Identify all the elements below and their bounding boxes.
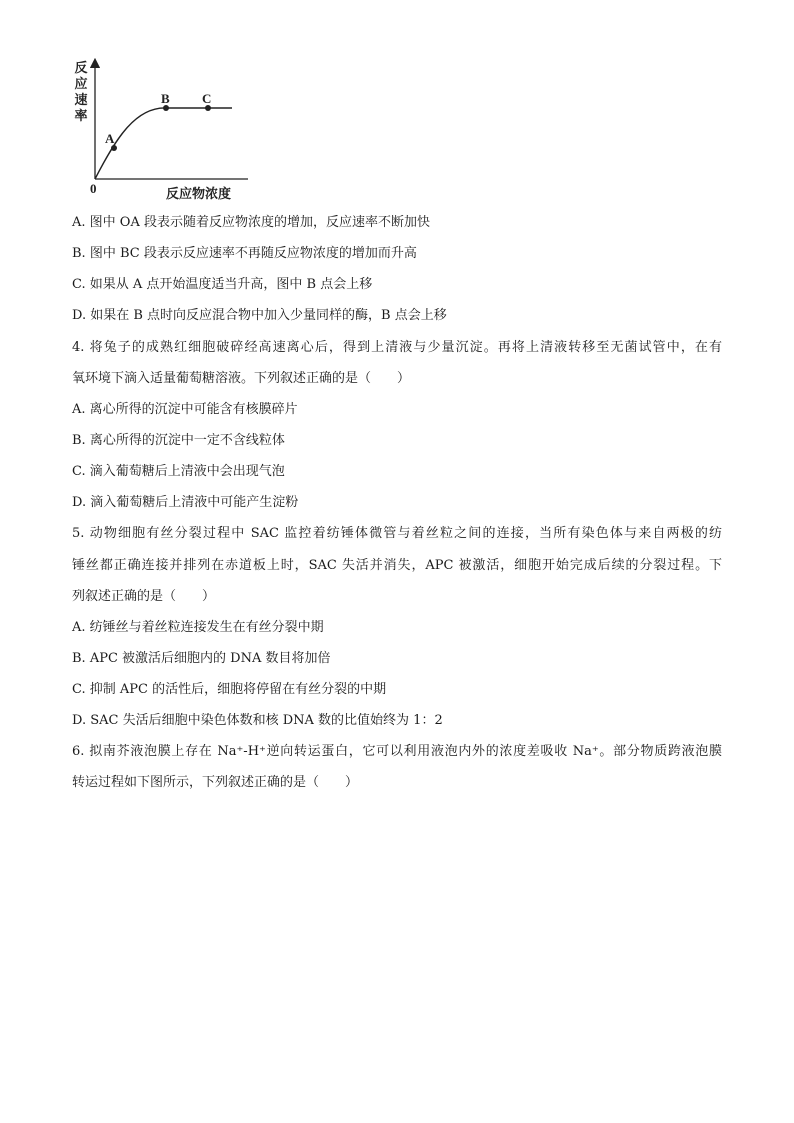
point-a-label: A: [105, 131, 115, 146]
q4-option-a: A. 离心所得的沉淀中可能含有核膜碎片: [72, 402, 298, 417]
reaction-rate-graph: [60, 55, 260, 210]
q3-option-a: A. 图中 OA 段表示随着反应物浓度的增加，反应速率不断加快: [72, 215, 430, 230]
y-axis-label-char: 反: [74, 61, 88, 76]
q5-stem-line-3: 列叙述正确的是（ ）: [72, 589, 216, 604]
y-axis-label-char: 应: [74, 77, 88, 92]
q5-stem-line-1: 5. 动物细胞有丝分裂过程中 SAC 监控着纺锤体微管与着丝粒之间的连接，当所有染色体与来自两极的纺: [72, 526, 722, 541]
q4-option-c: C. 滴入葡萄糖后上清液中会出现气泡: [72, 464, 285, 479]
q5-option-c: C. 抑制 APC 的活性后，细胞将停留在有丝分裂的中期: [72, 682, 387, 697]
q5-option-d: D. SAC 失活后细胞中染色体数和核 DNA 数的比值始终为 1：2: [72, 713, 443, 728]
q5-stem-line-2: 锤丝都正确连接并排列在赤道板上时，SAC 失活并消失，APC 被激活，细胞开始完成后续的分裂过程。下: [72, 558, 722, 573]
rate-curve: [95, 108, 232, 179]
point-b-label: B: [161, 91, 170, 106]
q4-stem-line-1: 4. 将兔子的成熟红细胞破碎经高速离心后，得到上清液与少量沉淀。再将上清液转移至无菌试管中，在有: [72, 340, 722, 355]
y-axis-label-char: 率: [74, 109, 88, 124]
q4-stem-line-2: 氧环境下滴入适量葡萄糖溶液。下列叙述正确的是（ ）: [72, 371, 411, 386]
q6-stem-line-2: 转运过程如下图所示，下列叙述正确的是（ ）: [72, 775, 359, 790]
y-axis-label-char: 速: [74, 93, 88, 108]
q3-option-b: B. 图中 BC 段表示反应速率不再随反应物浓度的增加而升高: [72, 246, 417, 261]
q4-option-d: D. 滴入葡萄糖后上清液中可能产生淀粉: [72, 495, 299, 510]
q6-stem-line-1: 6. 拟南芥液泡膜上存在 Na⁺-H⁺逆向转运蛋白，它可以利用液泡内外的浓度差吸收 Na⁺。部分物质跨液泡膜: [72, 744, 722, 759]
q5-option-a: A. 纺锤丝与着丝粒连接发生在有丝分裂中期: [72, 620, 324, 635]
origin-label: 0: [90, 181, 97, 196]
y-axis-label: [73, 61, 89, 125]
q3-option-d: D. 如果在 B 点时向反应混合物中加入少量同样的酶，B 点会上移: [72, 308, 447, 323]
y-axis-label-text: [73, 61, 89, 125]
q5-option-b: B. APC 被激活后细胞内的 DNA 数目将加倍: [72, 651, 331, 666]
q4-option-b: B. 离心所得的沉淀中一定不含线粒体: [72, 433, 285, 448]
q3-option-c: C. 如果从 A 点开始温度适当升高，图中 B 点会上移: [72, 277, 373, 292]
x-axis-label: 反应物浓度: [166, 187, 232, 202]
point-c-label: C: [202, 91, 212, 106]
